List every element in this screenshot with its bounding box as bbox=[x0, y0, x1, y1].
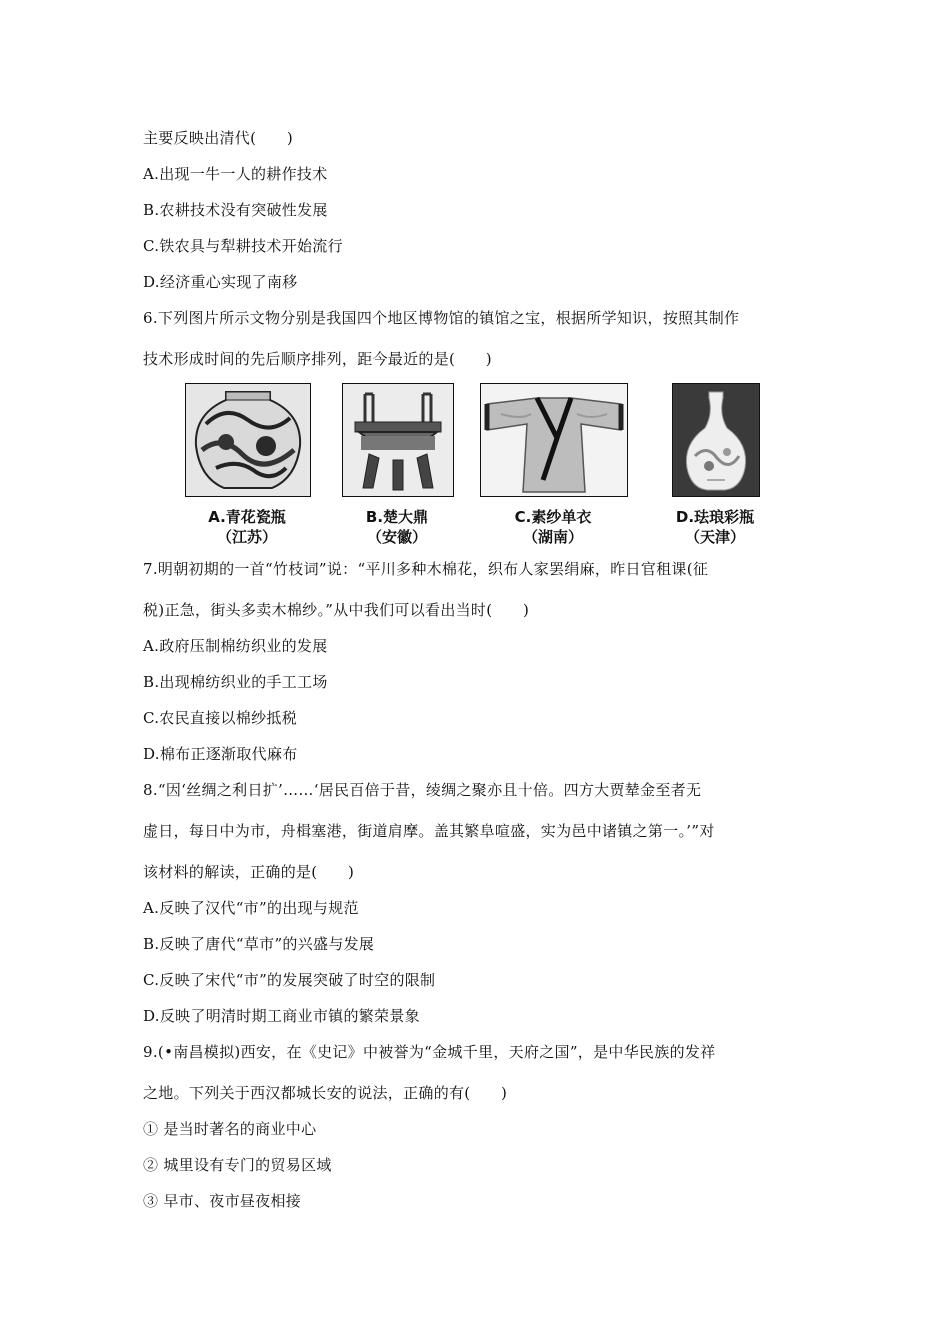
silk-robe-image bbox=[480, 383, 628, 497]
question-6: 6.下列图片所示文物分别是我国四个地区博物馆的镇馆之宝，根据所学知识，按照其制作 bbox=[143, 309, 740, 327]
option-a: A.出现一牛一人的耕作技术 bbox=[143, 165, 328, 183]
option-d: D.经济重心实现了南移 bbox=[143, 273, 298, 291]
option-c: C.反映了宋代“市”的发展突破了时空的限制 bbox=[143, 971, 436, 989]
figure-d bbox=[672, 383, 760, 546]
question-7-cont: 税)正急，街头多卖木棉纱。”从中我们可以看出当时( ) bbox=[143, 601, 530, 619]
option-c: C.农民直接以棉纱抵税 bbox=[143, 709, 298, 727]
option-a: A.反映了汉代“市”的出现与规范 bbox=[143, 899, 359, 917]
artifact-figures bbox=[178, 383, 778, 553]
option-b: B.农耕技术没有突破性发展 bbox=[143, 201, 328, 219]
figure-c bbox=[480, 383, 628, 546]
figure-b bbox=[342, 383, 454, 546]
figure-a bbox=[185, 383, 311, 546]
option-d: D.棉布正逐渐取代麻布 bbox=[143, 745, 298, 763]
statement-1: ① 是当时著名的商业中心 bbox=[143, 1120, 317, 1138]
option-c: C.铁农具与犁耕技术开始流行 bbox=[143, 237, 343, 255]
statement-2: ② 城里设有专门的贸易区域 bbox=[143, 1156, 332, 1174]
figure-a-caption: A.青花瓷瓶 （江苏） bbox=[208, 508, 286, 546]
question-9: 9.(•南昌模拟)西安，在《史记》中被誉为“金城千里，天府之国”，是中华民族的发祥 bbox=[143, 1043, 716, 1061]
figure-d-caption: D.珐琅彩瓶 （天津） bbox=[675, 508, 755, 546]
question-8-cont: 虚日，每日中为市，舟楫塞港，街道肩摩。盖其繁阜喧盛，实为邑中诸镇之第一。’”对 bbox=[143, 822, 715, 840]
figure-c-caption: C.素纱单衣 （湖南） bbox=[514, 508, 592, 546]
blue-white-vase-image bbox=[185, 383, 311, 497]
text-line: 主要反映出清代( ) bbox=[143, 129, 294, 147]
question-6-cont: 技术形成时间的先后顺序排列，距今最近的是( ) bbox=[143, 350, 492, 368]
question-8: 8.“因‘丝绸之利日扩’……‘居民百倍于昔，绫绸之聚亦且十倍。四方大贾辇金至者无 bbox=[143, 781, 702, 799]
option-d: D.反映了明清时期工商业市镇的繁荣景象 bbox=[143, 1007, 420, 1025]
question-7: 7.明朝初期的一首“竹枝词”说：“平川多种木棉花，织布人家罢绢麻，昨日官租课(征 bbox=[143, 560, 709, 578]
question-9-cont: 之地。下列关于西汉都城长安的说法，正确的有( ) bbox=[143, 1084, 508, 1102]
figure-b-caption: B.楚大鼎 （安徽） bbox=[365, 508, 429, 546]
option-b: B.反映了唐代“草市”的兴盛与发展 bbox=[143, 935, 375, 953]
bronze-ding-image bbox=[342, 383, 454, 497]
statement-3: ③ 早市、夜市昼夜相接 bbox=[143, 1192, 302, 1210]
question-8-cont: 该材料的解读，正确的是( ) bbox=[143, 863, 355, 881]
enamel-vase-image bbox=[672, 383, 760, 497]
option-a: A.政府压制棉纺织业的发展 bbox=[143, 637, 328, 655]
option-b: B.出现棉纺织业的手工工场 bbox=[143, 673, 328, 691]
